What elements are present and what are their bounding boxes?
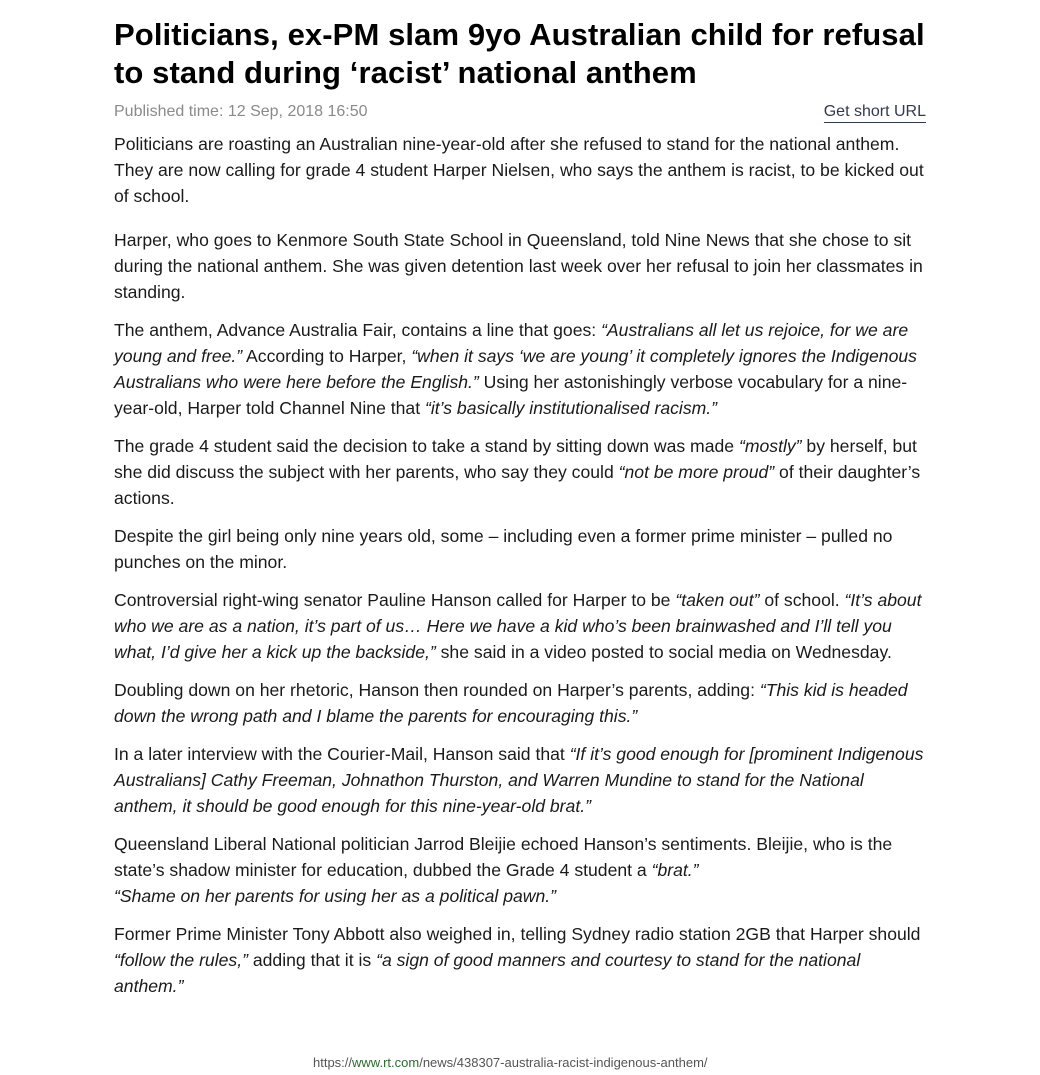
paragraph-text: she said in a video posted to social media on Wednesday. — [435, 642, 892, 662]
quote-text: “mostly” — [738, 436, 802, 456]
article-meta — [114, 102, 926, 123]
quote-text: “It’s about who we are as a nation, it’s part of us… Here we have a kid who’s been brainwashed and I’ll tell you what, I’d give her a kick up the backside,” — [114, 590, 922, 662]
paragraph-text: of their daughter’s actions. — [114, 462, 921, 508]
get-short-url-link[interactable]: Get short URL — [824, 102, 926, 123]
article-paragraph — [114, 523, 926, 575]
quote-text: “Australians all let us rejoice, for we are young and free.” — [114, 320, 909, 366]
source-url-domain: www.rt.com — [352, 1055, 420, 1070]
paragraph-text: Controversial right-wing senator Pauline Hanson called for Harper to be — [114, 590, 676, 610]
paragraph-text: Queensland Liberal National politician Jarrod Bleijie echoed Hanson’s sentiments. Bleijie, who is the state’s shadow minister for education, dubbed the Grade 4 student a — [114, 834, 893, 880]
paragraph-text: The anthem, Advance Australia Fair, contains a line that goes: — [114, 320, 602, 340]
article-paragraph — [114, 921, 926, 999]
paragraph-text: Politicians are roasting an Australian nine-year-old after she refused to stand for the national anthem. They are now calling for grade 4 student Harper Nielsen, who says the anthem is racist, to be kicked out of school. — [114, 134, 924, 206]
quote-text: “brat.” — [651, 860, 699, 880]
paragraph-text: The grade 4 student said the decision to take a stand by sitting down was made — [114, 436, 739, 456]
paragraph-text: Doubling down on her rhetoric, Hanson then rounded on Harper’s parents, adding: — [114, 680, 760, 700]
paragraph-text: In a later interview with the Courier-Mail, Hanson said that — [114, 744, 570, 764]
article — [114, 16, 926, 1011]
paragraph-text: Despite the girl being only nine years old, some – including even a former prime minister – pulled no punches on the minor. — [114, 526, 893, 572]
article-paragraph — [114, 587, 926, 665]
quote-text: “This kid is headed down the wrong path and I blame the parents for encouraging this.” — [114, 680, 908, 726]
paragraph-text: Using her astonishingly verbose vocabulary for a nine-year-old, Harper told Channel Nine that — [114, 372, 908, 418]
article-paragraph — [114, 677, 926, 729]
quote-text: “not be more proud” — [618, 462, 775, 482]
quote-text: “If it’s good enough for [prominent Indigenous Australians] Cathy Freeman, Johnathon Thurston, and Warren Mundine to stand for the National anthem, it should be good enough for this nine-year-old brat.” — [114, 744, 924, 816]
article-paragraph — [114, 433, 926, 511]
paragraph-text: by herself, but she did discuss the subject with her parents, who say they could — [114, 436, 917, 482]
article-paragraph — [114, 131, 926, 209]
quote-text: “Shame on her parents for using her as a political pawn.” — [114, 886, 557, 906]
article-paragraph — [114, 317, 926, 421]
paragraph-text: of school. — [759, 590, 845, 610]
article-body — [114, 131, 926, 999]
published-time: Published time: 12 Sep, 2018 16:50 — [114, 103, 368, 120]
paragraph-text: adding that it is — [247, 950, 377, 970]
paragraph-text: According to Harper, — [242, 346, 412, 366]
quote-text: “when it says ‘we are young’ it completely ignores the Indigenous Australians who were here before the English.” — [114, 346, 917, 392]
article-paragraph — [114, 741, 926, 819]
source-url — [313, 1055, 708, 1071]
quote-text: “it’s basically institutionalised racism.” — [425, 398, 718, 418]
paragraph-text: Harper, who goes to Kenmore South State School in Queensland, told Nine News that she chose to sit during the national anthem. She was given detention last week over her refusal to join her classmates in standing. — [114, 230, 923, 302]
paragraph-text: Former Prime Minister Tony Abbott also weighed in, telling Sydney radio station 2GB that Harper should — [114, 924, 921, 944]
source-url-path: /news/438307-australia-racist-indigenous-anthem/ — [419, 1055, 708, 1070]
source-url-scheme: https:// — [313, 1055, 353, 1070]
quote-text: “a sign of good manners and courtesy to stand for the national anthem.” — [114, 950, 861, 996]
article-paragraph — [114, 831, 926, 909]
article-paragraph — [114, 227, 926, 305]
article-headline: Politicians, ex-PM slam 9yo Australian child for refusal to stand during ‘racist’ national anthem — [114, 17, 925, 90]
quote-text: “follow the rules,” — [114, 950, 248, 970]
quote-text: “taken out” — [675, 590, 760, 610]
